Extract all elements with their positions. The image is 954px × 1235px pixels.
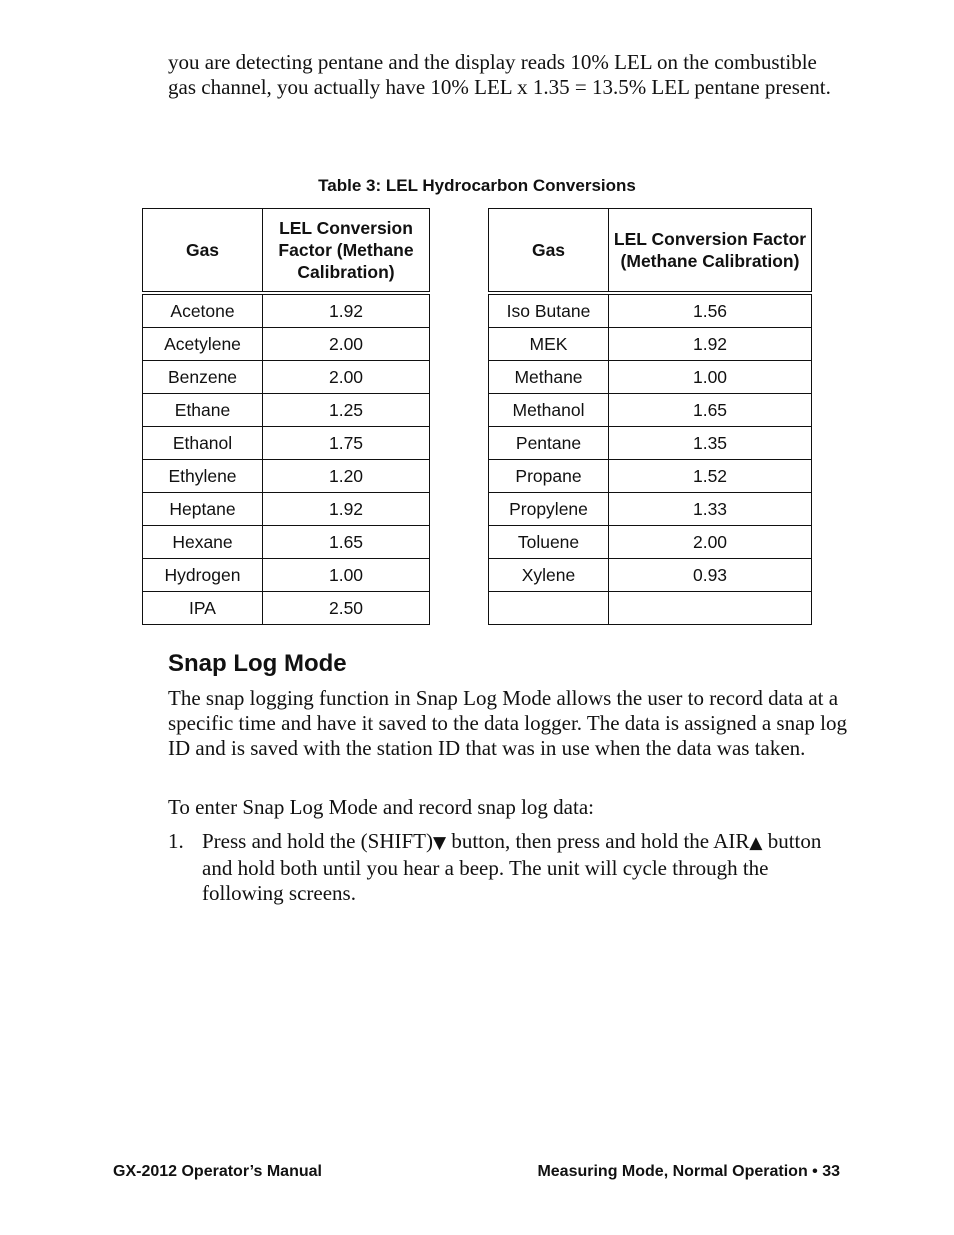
table-row [489,592,812,625]
gas-name-cell: Methanol [489,394,609,427]
table-row [143,361,430,394]
table-row [489,559,812,592]
table-row [489,460,812,493]
conversion-factor-cell: 2.00 [263,328,430,361]
footer-manual-title: GX-2012 Operator’s Manual [113,1163,322,1180]
table-row [489,427,812,460]
gas-name-cell [489,592,609,625]
instructions-intro: To enter Snap Log Mode and record snap log data: [168,795,594,819]
table-row [143,526,430,559]
gas-name-cell: Xylene [489,559,609,592]
step-text [202,829,832,906]
table-row [489,493,812,526]
conversion-table-left [142,208,430,625]
conversion-factor-cell: 2.50 [263,592,430,625]
gas-name-cell: Propane [489,460,609,493]
table-row [489,394,812,427]
conversion-factor-cell: 2.00 [609,526,812,559]
conversion-factor-cell: 1.35 [609,427,812,460]
gas-name-cell: Methane [489,361,609,394]
table-row [143,493,430,526]
gas-name-cell: Propylene [489,493,609,526]
conversion-factor-cell: 1.33 [609,493,812,526]
table-caption: Table 3: LEL Hydrocarbon Conversions [318,176,636,195]
table-row [143,394,430,427]
table-row [489,293,812,328]
step-text-part2: button, then press and hold the AIR [446,829,750,853]
gas-name-cell: MEK [489,328,609,361]
table-row [143,559,430,592]
conversion-factor-cell: 1.65 [609,394,812,427]
header-factor: LEL Conversion Factor (Methane Calibration) [609,209,812,294]
gas-name-cell: Ethanol [143,427,263,460]
step-1 [168,829,848,906]
header-factor: LEL Conversion Factor (Methane Calibration) [263,209,430,294]
header-gas: Gas [143,209,263,294]
down-triangle-icon: ▼ [432,833,447,853]
conversion-factor-cell: 1.00 [609,361,812,394]
conversion-factor-cell: 1.92 [609,328,812,361]
table-row [489,526,812,559]
up-triangle-icon: ▲ [749,833,763,853]
footer-page-info: Measuring Mode, Normal Operation • 33 [537,1163,840,1180]
gas-name-cell: Ethane [143,394,263,427]
conversion-factor-cell: 0.93 [609,559,812,592]
conversion-factor-cell [609,592,812,625]
table-row [143,427,430,460]
conversion-factor-cell: 1.00 [263,559,430,592]
conversion-table-right [488,208,812,625]
gas-name-cell: Acetone [143,293,263,328]
section-heading: Snap Log Mode [168,650,347,677]
gas-name-cell: Benzene [143,361,263,394]
conversion-factor-cell: 1.92 [263,493,430,526]
step-text-part3: button and hold both until you hear a beep. The unit will cycle through the following screens. [202,829,822,905]
conversion-factor-cell: 1.56 [609,293,812,328]
table-row [143,592,430,625]
conversion-factor-cell: 1.65 [263,526,430,559]
gas-name-cell: Ethylene [143,460,263,493]
gas-name-cell: Acetylene [143,328,263,361]
snap-log-paragraph: The snap logging function in Snap Log Mode allows the user to record data at a specific time and have it saved to the data logger. The data is assigned a snap log ID and is saved with the station ID that was in use when the data was taken. [168,686,847,760]
intro-paragraph: you are detecting pentane and the display reads 10% LEL on the combustible gas channel, you actually have 10% LEL x 1.35 = 13.5% LEL pentane present. [168,50,831,99]
conversion-factor-cell: 1.20 [263,460,430,493]
gas-name-cell: Hydrogen [143,559,263,592]
conversion-factor-cell: 1.52 [609,460,812,493]
table-header-row [489,209,812,294]
gas-name-cell: IPA [143,592,263,625]
table-row [143,328,430,361]
gas-name-cell: Pentane [489,427,609,460]
gas-name-cell: Iso Butane [489,293,609,328]
conversion-factor-cell: 1.92 [263,293,430,328]
table-row [489,361,812,394]
table-row [143,460,430,493]
gas-name-cell: Toluene [489,526,609,559]
gas-name-cell: Hexane [143,526,263,559]
table-row [489,328,812,361]
step-number: 1. [168,829,184,853]
table-row [143,293,430,328]
conversion-factor-cell: 1.75 [263,427,430,460]
conversion-factor-cell: 1.25 [263,394,430,427]
gas-name-cell: Heptane [143,493,263,526]
table-header-row [143,209,430,294]
header-gas: Gas [489,209,609,294]
step-text-part1: Press and hold the (SHIFT) [202,829,433,853]
table-body [489,293,812,625]
conversion-factor-cell: 2.00 [263,361,430,394]
table-body [143,293,430,625]
